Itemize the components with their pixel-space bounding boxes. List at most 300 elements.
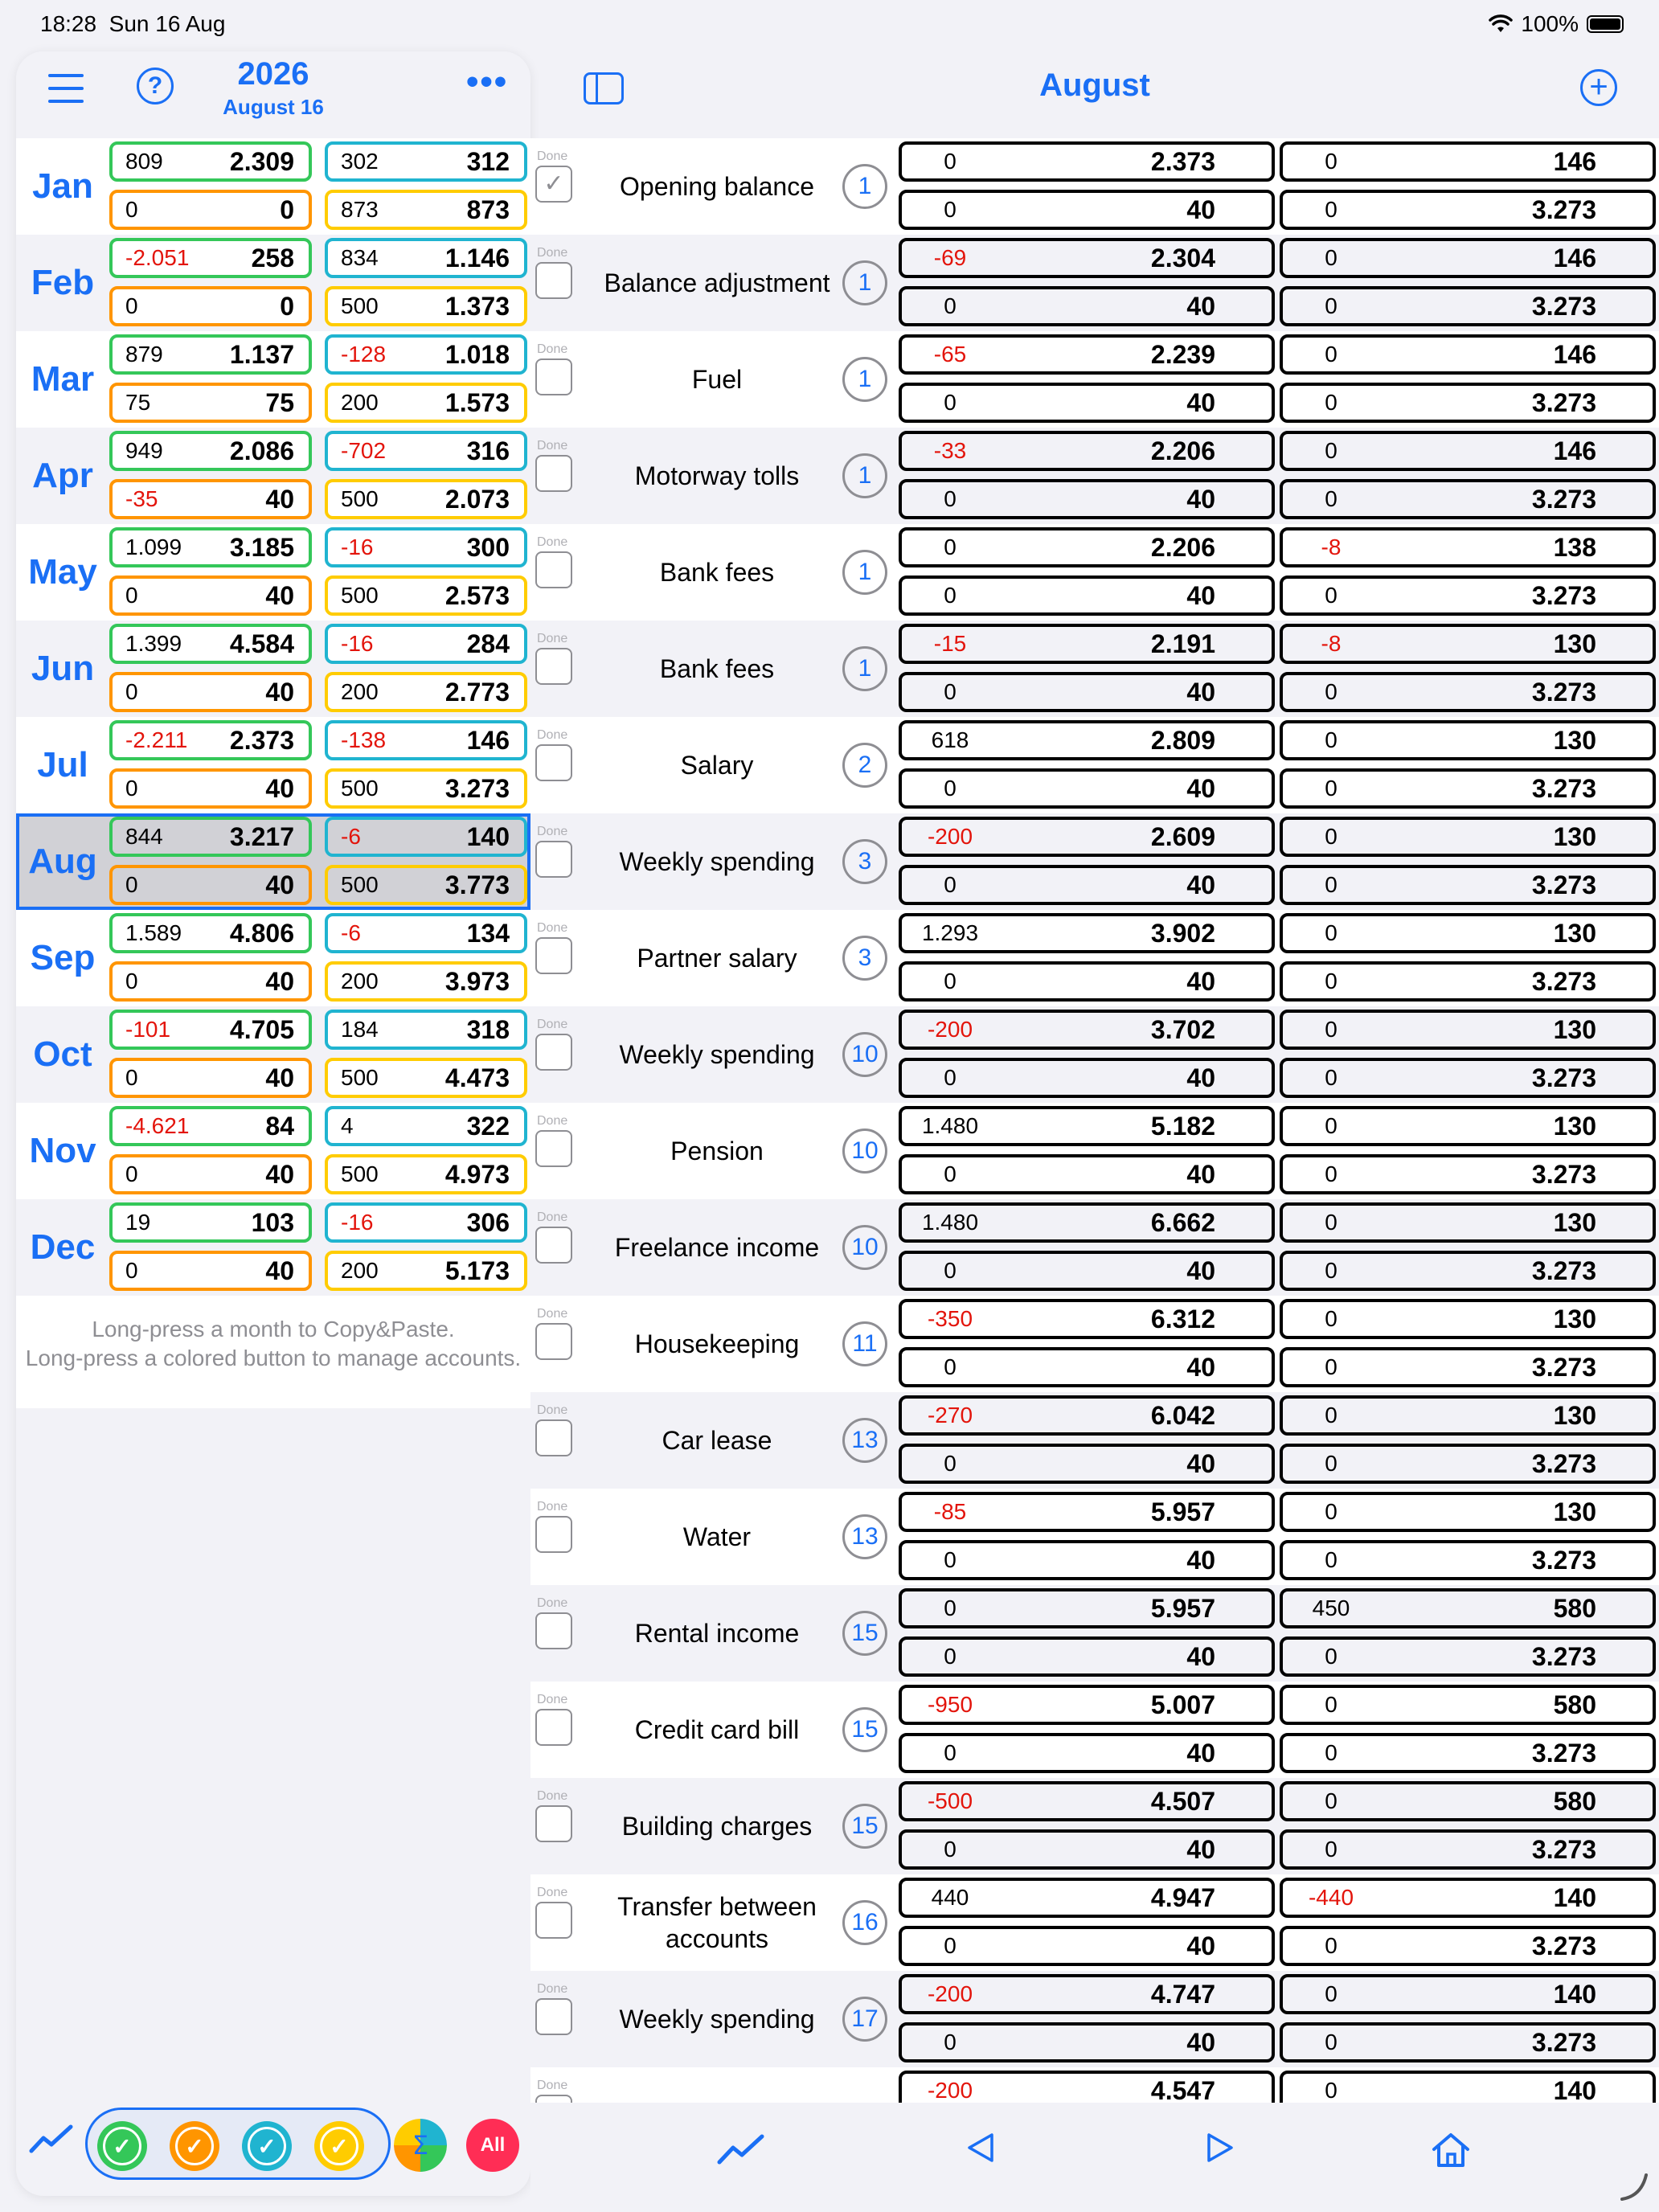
yellow-account-box[interactable] [325,1058,527,1098]
orange-account-box[interactable] [109,865,312,905]
all-accounts-button[interactable]: All [466,2119,519,2172]
transaction-row[interactable] [530,1392,1659,1489]
yellow-account-box[interactable] [1280,286,1656,326]
transaction-row[interactable] [530,428,1659,524]
yellow-account-box[interactable] [1280,1444,1656,1484]
green-account-box-change: -65 [933,342,967,367]
green-account-box[interactable] [899,720,1275,760]
cyan-account-box[interactable] [1280,1395,1656,1436]
yellow-account-box[interactable] [1280,1926,1656,1966]
left-toolbar [16,2093,530,2196]
transaction-name[interactable]: Car lease [662,1426,772,1455]
day-badge[interactable]: 15 [842,1611,887,1656]
green-account-box[interactable] [109,1202,312,1243]
green-account-box[interactable] [899,141,1275,182]
cyan-account-box[interactable] [325,624,527,664]
transaction-row[interactable] [530,1682,1659,1778]
day-badge[interactable]: 13 [842,1418,887,1463]
transaction-name[interactable] [580,2067,854,2103]
month-row[interactable] [16,235,530,331]
status-bar [0,0,1659,50]
green-account-box[interactable] [899,1106,1275,1146]
transaction-row[interactable] [530,621,1659,717]
green-account-box[interactable] [109,141,312,182]
cyan-account-box[interactable] [1280,1974,1656,2014]
orange-account-box[interactable] [899,1444,1275,1484]
orange-account-box[interactable] [899,1829,1275,1870]
yellow-account-box[interactable] [1280,1058,1656,1098]
yellow-account-box[interactable] [325,383,527,423]
cyan-account-box[interactable] [325,1202,527,1243]
cyan-account-box[interactable] [325,334,527,375]
month-row[interactable] [16,717,530,813]
orange-account-box[interactable] [109,383,312,423]
yellow-account-box[interactable] [1280,1154,1656,1194]
orange-account-box[interactable] [899,1058,1275,1098]
done-label: Done [537,728,568,742]
cyan-account-box[interactable] [1280,1492,1656,1532]
done-checkbox[interactable] [535,1034,572,1071]
yellow-account-box[interactable] [325,768,527,809]
transaction-name[interactable]: Pension [670,1137,764,1165]
done-checkbox[interactable]: ✓ [535,166,572,203]
orange-account-box-change: 0 [944,679,956,704]
cyan-account-box[interactable] [1280,1010,1656,1050]
done-checkbox[interactable] [535,1323,572,1360]
yellow-account-box[interactable] [1280,2022,1656,2062]
green-account-box-balance: 2.206 [1150,533,1215,562]
cyan-account-box-balance: 140 [1553,1883,1596,1912]
orange-account-toggle[interactable] [170,2121,219,2171]
yellow-account-box-balance: 2.773 [444,678,510,707]
cyan-account-box-balance: 146 [1553,436,1596,465]
green-account-box-change: 809 [125,149,163,174]
orange-account-box[interactable] [109,768,312,809]
month-row[interactable] [16,910,530,1006]
orange-account-box[interactable] [899,576,1275,616]
year-overview-panel [16,51,530,2196]
orange-account-box-balance: 40 [1186,1835,1215,1864]
cyan-account-box[interactable] [325,913,527,953]
done-label: Done [537,535,568,549]
transaction-row[interactable] [530,1296,1659,1392]
done-label: Done [537,1307,568,1321]
orange-account-box-change: 0 [944,1837,956,1862]
transaction-row[interactable] [530,1006,1659,1103]
green-account-box-change: 879 [125,342,163,367]
line-chart-icon[interactable] [717,2132,765,2165]
month-row[interactable] [16,428,530,524]
yellow-account-box-change: 200 [341,969,379,993]
orange-account-box-balance: 40 [1186,1256,1215,1285]
transaction-name[interactable]: Housekeeping [634,1329,800,1358]
day-badge[interactable]: 1 [842,357,887,402]
cyan-account-box[interactable] [1280,1106,1656,1146]
orange-account-box[interactable] [109,286,312,326]
yellow-account-box-change: 0 [1325,486,1337,511]
yellow-account-box[interactable] [1280,190,1656,230]
cyan-account-box-balance: 130 [1553,629,1596,658]
green-account-box[interactable] [899,334,1275,375]
green-account-box[interactable] [899,1685,1275,1725]
transaction-row[interactable] [530,235,1659,331]
cyan-account-box-balance: 130 [1553,1497,1596,1526]
orange-account-box[interactable] [899,1154,1275,1194]
green-account-box-change: 1.293 [921,920,979,945]
day-badge[interactable]: 15 [842,1804,887,1849]
done-checkbox[interactable] [535,937,572,974]
yellow-account-box[interactable] [325,865,527,905]
done-checkbox[interactable] [535,2095,572,2103]
yellow-account-box[interactable] [325,479,527,519]
green-account-box[interactable] [109,720,312,760]
yellow-account-box[interactable] [1280,865,1656,905]
green-account-box[interactable] [109,431,312,471]
day-badge[interactable]: 15 [842,1707,887,1752]
yellow-account-box[interactable] [325,1251,527,1291]
transaction-name[interactable]: Weekly spending [619,1040,815,1069]
orange-account-box[interactable] [109,1154,312,1194]
orange-account-box[interactable] [109,576,312,616]
cyan-account-box[interactable] [325,527,527,567]
done-checkbox[interactable] [535,841,572,878]
green-account-box[interactable] [109,527,312,567]
transaction-name[interactable]: Weekly spending [619,2005,815,2034]
yellow-account-box[interactable] [325,286,527,326]
cyan-account-box[interactable] [1280,2071,1656,2103]
orange-account-box[interactable] [899,1251,1275,1291]
orange-account-box-change: 0 [125,293,138,318]
cyan-account-box[interactable] [1280,1588,1656,1628]
transaction-row[interactable] [530,1489,1659,1585]
day-badge[interactable]: 10 [842,1032,887,1077]
cyan-account-box[interactable] [325,431,527,471]
plus-circle-icon[interactable]: + [1580,69,1617,106]
yellow-account-box[interactable] [1280,1636,1656,1677]
month-row[interactable] [16,331,530,428]
yellow-account-box-balance: 3.273 [1531,485,1596,514]
done-checkbox[interactable] [535,1709,572,1746]
orange-account-box[interactable] [899,479,1275,519]
done-label: Done [537,1500,568,1514]
yellow-account-box[interactable] [325,1154,527,1194]
yellow-account-box-change: 0 [1325,1451,1337,1476]
green-account-box[interactable] [899,817,1275,857]
transaction-row[interactable] [530,1874,1659,1971]
transaction-name[interactable]: Motorway tolls [634,461,800,490]
green-account-toggle[interactable] [97,2121,147,2171]
day-badge[interactable]: 1 [842,260,887,305]
done-checkbox[interactable] [535,1612,572,1649]
cyan-account-box[interactable] [1280,527,1656,567]
orange-account-box-change: 0 [944,969,956,993]
checkmark-icon: ✓ [175,2127,214,2165]
green-account-box[interactable] [109,913,312,953]
triangle-right-icon[interactable] [1204,2132,1236,2164]
ellipsis-icon[interactable]: ••• [466,62,509,101]
transaction-row[interactable] [530,331,1659,428]
orange-account-box[interactable] [899,1733,1275,1773]
transaction-row[interactable] [530,1971,1659,2067]
green-account-box[interactable] [899,1492,1275,1532]
orange-account-box[interactable] [899,1926,1275,1966]
cyan-account-box-change: 0 [1325,1981,1337,2006]
green-account-box[interactable] [899,913,1275,953]
cyan-account-box[interactable] [1280,624,1656,664]
orange-account-box[interactable] [899,1540,1275,1580]
green-account-box-balance: 5.007 [1150,1690,1215,1719]
orange-account-box-balance: 40 [1186,485,1215,514]
green-account-box-balance: 3.185 [229,533,294,562]
done-checkbox[interactable] [535,358,572,395]
green-account-box[interactable] [109,817,312,857]
cyan-account-box[interactable] [1280,1878,1656,1918]
transaction-row[interactable] [530,1199,1659,1296]
day-badge[interactable]: 10 [842,1129,887,1174]
cyan-account-box[interactable] [325,1010,527,1050]
cyan-account-box[interactable] [1280,817,1656,857]
orange-account-box-change: 0 [125,583,138,608]
green-account-box-change: 1.480 [921,1113,979,1138]
cyan-account-box[interactable] [1280,141,1656,182]
transaction-name[interactable]: Balance adjustment [604,268,830,297]
cyan-account-box[interactable] [325,1106,527,1146]
month-row[interactable] [16,1103,530,1199]
transaction-name[interactable]: Opening balance [620,172,814,201]
transaction-row[interactable] [530,717,1659,813]
orange-account-box[interactable] [899,2022,1275,2062]
transaction-name[interactable]: Credit card bill [634,1715,800,1744]
month-row[interactable] [16,621,530,717]
yellow-account-box[interactable] [325,576,527,616]
orange-account-box[interactable] [899,768,1275,809]
green-account-box[interactable] [899,1781,1275,1821]
green-account-box[interactable] [899,1010,1275,1050]
green-account-box[interactable] [109,238,312,278]
orange-account-box[interactable] [109,961,312,1002]
transaction-name[interactable]: Weekly spending [619,847,815,876]
done-checkbox[interactable] [535,1130,572,1167]
done-checkbox[interactable] [535,1902,572,1939]
transaction-row[interactable] [530,2067,1659,2103]
cyan-account-box-balance: 130 [1553,1305,1596,1333]
green-account-box[interactable] [899,1395,1275,1436]
transaction-name[interactable]: Bank fees [659,654,775,683]
transaction-row[interactable] [530,524,1659,621]
orange-account-box[interactable] [899,1347,1275,1387]
green-account-box[interactable] [899,624,1275,664]
yellow-account-box[interactable] [1280,1251,1656,1291]
yellow-account-box-balance: 3.273 [1531,1449,1596,1478]
yellow-account-box[interactable] [1280,1733,1656,1773]
orange-account-box[interactable] [899,190,1275,230]
yellow-account-box[interactable] [1280,383,1656,423]
yellow-account-box[interactable] [1280,768,1656,809]
transaction-name[interactable]: Freelance income [614,1233,820,1262]
yellow-account-box[interactable] [1280,576,1656,616]
cyan-account-box[interactable] [1280,720,1656,760]
green-account-box[interactable] [899,1588,1275,1628]
green-account-box[interactable] [109,1010,312,1050]
sum-accounts-icon[interactable] [394,2119,447,2172]
transaction-row[interactable] [530,1778,1659,1874]
transaction-name[interactable]: Water [682,1522,752,1551]
orange-account-box[interactable] [109,1251,312,1291]
yellow-account-toggle[interactable] [314,2121,364,2171]
cyan-account-box[interactable] [325,238,527,278]
done-checkbox[interactable] [535,648,572,685]
green-account-box-change: 0 [944,149,956,174]
day-badge[interactable]: 3 [842,839,887,884]
transaction-row[interactable] [530,1103,1659,1199]
orange-account-box[interactable] [899,383,1275,423]
transaction-row[interactable] [530,138,1659,235]
day-badge[interactable]: 1 [842,453,887,498]
question-circle-icon[interactable]: ? [137,68,174,104]
cyan-account-box[interactable] [1280,913,1656,953]
cyan-account-toggle[interactable] [242,2121,292,2171]
green-account-box[interactable] [899,238,1275,278]
battery-percent: 100% [1521,11,1579,36]
green-account-box[interactable] [109,334,312,375]
done-checkbox[interactable] [535,455,572,492]
done-checkbox[interactable] [535,1419,572,1456]
day-badge[interactable]: 11 [842,1321,887,1366]
transaction-name[interactable]: Rental income [634,1619,800,1648]
done-checkbox[interactable] [535,744,572,781]
transaction-name[interactable]: Building charges [621,1812,813,1841]
transaction-list [530,138,1659,2103]
cyan-account-box-balance: 140 [1553,1980,1596,2009]
day-badge[interactable]: 1 [842,646,887,691]
orange-account-box[interactable] [899,1636,1275,1677]
green-account-box[interactable] [899,1202,1275,1243]
green-account-box-change: -4.621 [125,1113,190,1138]
day-badge[interactable]: 16 [842,1900,887,1945]
transaction-name[interactable]: Transfer between accounts [617,1892,817,1953]
yellow-account-box[interactable] [1280,1540,1656,1580]
cyan-account-box[interactable] [1280,238,1656,278]
done-checkbox[interactable] [535,1998,572,2035]
cyan-account-box-change: 0 [1325,1403,1337,1428]
orange-account-box-change: 0 [944,1161,956,1186]
triangle-left-icon[interactable] [965,2132,997,2164]
day-badge[interactable]: 2 [842,743,887,788]
cyan-account-box[interactable] [325,141,527,182]
transaction-name[interactable]: Partner salary [637,944,797,973]
day-badge[interactable]: 17 [842,1997,887,2042]
cyan-account-box[interactable] [1280,1299,1656,1339]
yellow-account-box[interactable] [1280,479,1656,519]
yellow-account-box-balance: 1.373 [444,292,510,321]
transaction-name[interactable]: Fuel [691,365,743,394]
month-row[interactable] [16,138,530,235]
orange-account-box[interactable] [899,961,1275,1002]
transaction-name[interactable]: Salary [680,751,754,780]
yellow-account-box-change: 0 [1325,1161,1337,1186]
done-checkbox[interactable] [535,1516,572,1553]
month-row[interactable] [16,524,530,621]
month-row[interactable] [16,813,530,910]
yellow-account-box-balance: 3.273 [1531,1642,1596,1671]
day-badge[interactable]: 1 [842,164,887,209]
yellow-account-box[interactable] [1280,961,1656,1002]
green-account-box[interactable] [899,431,1275,471]
green-account-box[interactable] [899,1299,1275,1339]
yellow-account-box-balance: 3.273 [1531,1353,1596,1382]
cyan-account-box[interactable] [1280,431,1656,471]
year-title[interactable]: 2026 [237,56,309,92]
cyan-account-box[interactable] [325,817,527,857]
orange-account-box[interactable] [109,479,312,519]
green-account-box[interactable] [109,624,312,664]
orange-account-box[interactable] [899,865,1275,905]
cyan-account-box[interactable] [1280,334,1656,375]
yellow-account-box[interactable] [1280,672,1656,712]
orange-account-box-change: 0 [944,776,956,801]
day-badge[interactable]: 13 [842,1514,887,1559]
day-badge[interactable]: 1 [842,550,887,595]
cyan-account-box[interactable] [1280,1781,1656,1821]
done-checkbox[interactable] [535,1805,572,1842]
transaction-row[interactable] [530,910,1659,1006]
cyan-account-box[interactable] [1280,1685,1656,1725]
orange-account-box[interactable] [109,190,312,230]
transaction-row[interactable] [530,813,1659,910]
yellow-account-box[interactable] [325,190,527,230]
cyan-account-box-change: 834 [341,245,379,270]
orange-account-box[interactable] [899,672,1275,712]
orange-account-box-change: 0 [944,486,956,511]
green-account-box[interactable] [899,2071,1275,2103]
yellow-account-box[interactable] [325,961,527,1002]
green-account-box-balance: 2.191 [1150,629,1215,658]
yellow-account-box-change: 500 [341,872,379,897]
done-checkbox[interactable] [535,1227,572,1264]
green-account-box[interactable] [899,1878,1275,1918]
orange-account-box-balance: 40 [1186,1160,1215,1189]
yellow-account-box[interactable] [1280,1829,1656,1870]
orange-account-box[interactable] [109,672,312,712]
cyan-account-box[interactable] [1280,1202,1656,1243]
yellow-account-box-balance: 3.273 [1531,292,1596,321]
month-row[interactable] [16,1006,530,1103]
day-badge[interactable]: 10 [842,1225,887,1270]
green-account-box[interactable] [899,1974,1275,2014]
transaction-row[interactable] [530,1585,1659,1682]
cyan-account-box[interactable] [325,720,527,760]
line-chart-icon[interactable] [29,2122,74,2154]
done-checkbox[interactable] [535,551,572,588]
orange-account-box[interactable] [109,1058,312,1098]
months-list [16,138,530,1296]
done-checkbox[interactable] [535,262,572,299]
green-account-box[interactable] [109,1106,312,1146]
green-account-box-balance: 3.217 [229,822,294,851]
green-account-box-balance: 2.373 [229,726,294,755]
orange-account-box[interactable] [899,286,1275,326]
yellow-account-box-balance: 2.573 [444,581,510,610]
yellow-account-box-change: 200 [341,390,379,415]
transaction-name[interactable]: Bank fees [659,558,775,587]
day-badge[interactable]: 3 [842,936,887,981]
yellow-account-box[interactable] [325,672,527,712]
home-icon[interactable] [1431,2132,1471,2169]
green-account-box[interactable] [899,527,1275,567]
month-row[interactable] [16,1199,530,1296]
yellow-account-box[interactable] [1280,1347,1656,1387]
orange-account-box-change: 0 [944,1933,956,1958]
